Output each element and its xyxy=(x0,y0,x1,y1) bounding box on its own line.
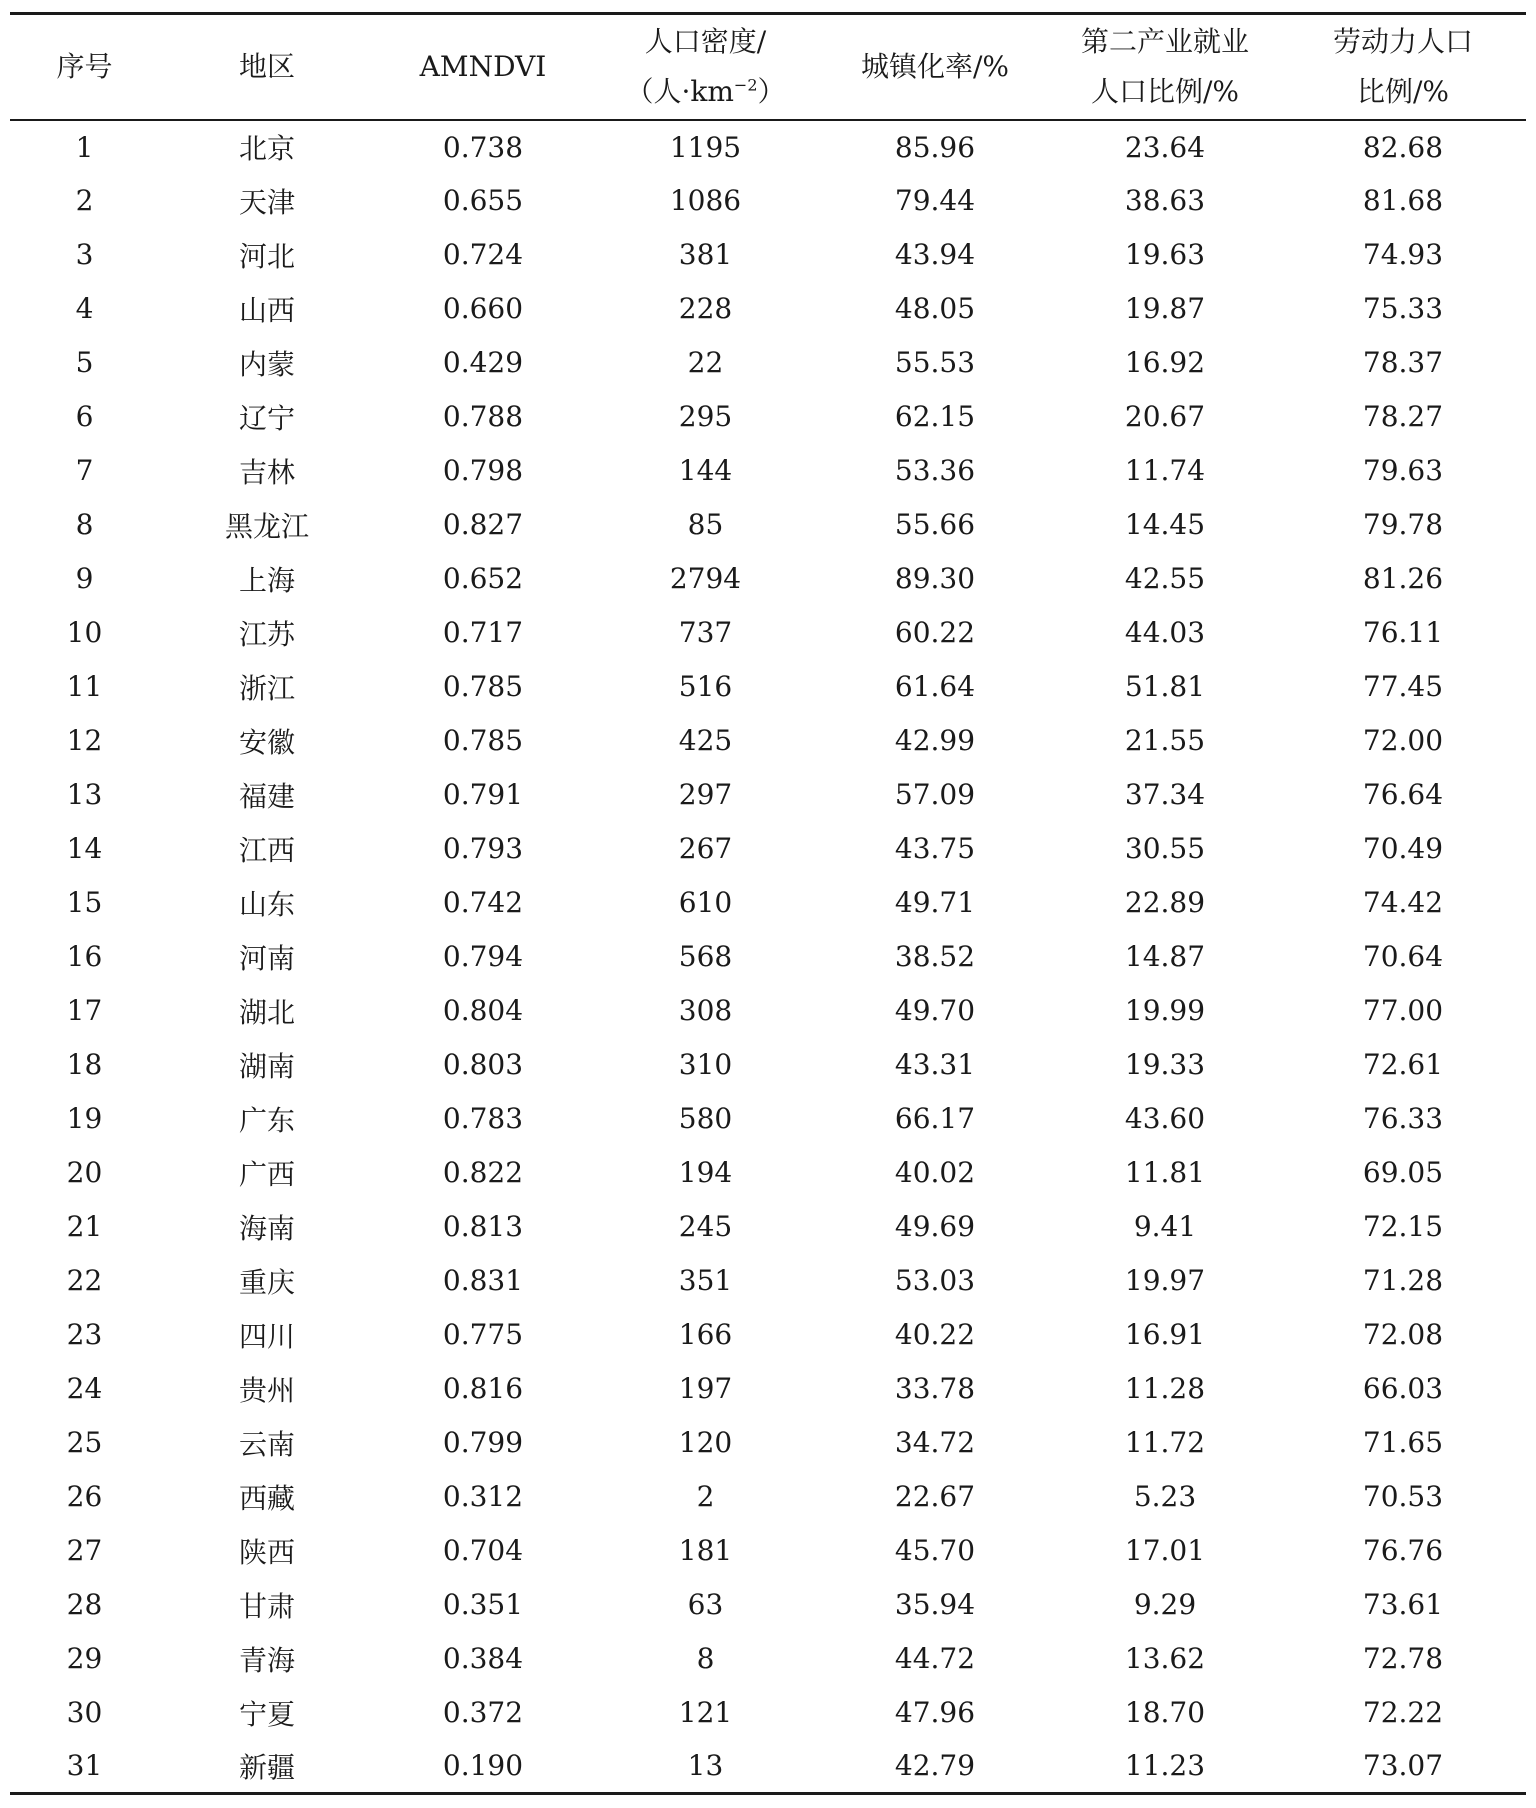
cell-region: 西藏 xyxy=(238,1481,295,1515)
cell-population-density: 610 xyxy=(678,886,733,919)
table-row xyxy=(10,1308,1526,1362)
cell-index: 10 xyxy=(66,616,103,649)
cell-index: 24 xyxy=(66,1372,103,1405)
cell-population-density: 308 xyxy=(678,994,733,1027)
header-urbanization-rate: 城镇化率/% xyxy=(860,49,1010,83)
cell-region: 浙江 xyxy=(238,671,295,705)
cell-labor-force-ratio: 78.27 xyxy=(1362,400,1444,433)
cell-region: 天津 xyxy=(238,185,295,219)
header-row xyxy=(10,14,1526,120)
cell-secondary-industry-ratio: 16.92 xyxy=(1124,346,1206,379)
cell-population-density: 245 xyxy=(678,1210,733,1243)
cell-index: 30 xyxy=(66,1696,103,1729)
cell-amndvi: 0.312 xyxy=(442,1480,524,1513)
cell-urbanization-rate: 42.99 xyxy=(894,724,976,757)
cell-labor-force-ratio: 75.33 xyxy=(1362,292,1444,325)
cell-secondary-industry-ratio: 5.23 xyxy=(1133,1480,1197,1513)
cell-labor-force-ratio: 79.63 xyxy=(1362,454,1444,487)
table-row xyxy=(10,1740,1526,1794)
cell-secondary-industry-ratio: 23.64 xyxy=(1124,130,1206,164)
cell-secondary-industry-ratio: 21.55 xyxy=(1124,724,1206,757)
table-body xyxy=(10,120,1526,1794)
cell-urbanization-rate: 49.70 xyxy=(894,994,976,1027)
cell-labor-force-ratio: 72.61 xyxy=(1362,1048,1444,1081)
cell-urbanization-rate: 42.79 xyxy=(894,1749,976,1783)
cell-labor-force-ratio: 76.33 xyxy=(1362,1102,1444,1135)
header-population-density: 人口密度/ （人$\cdot km^{-2}$） xyxy=(625,24,786,108)
cell-amndvi: 0.351 xyxy=(442,1588,524,1621)
cell-secondary-industry-ratio: 19.87 xyxy=(1124,292,1206,325)
table-row xyxy=(10,228,1526,282)
header-labor-force-ratio: 劳动力人口 比例/% xyxy=(1332,24,1473,108)
cell-secondary-industry-ratio: 11.28 xyxy=(1124,1372,1206,1405)
cell-labor-force-ratio: 70.53 xyxy=(1362,1480,1444,1513)
cell-labor-force-ratio: 72.15 xyxy=(1362,1210,1444,1243)
cell-population-density: 197 xyxy=(678,1372,733,1405)
cell-amndvi: 0.429 xyxy=(442,346,524,379)
cell-region: 四川 xyxy=(238,1319,295,1353)
cell-population-density: 580 xyxy=(678,1102,733,1135)
table-row xyxy=(10,660,1526,714)
cell-secondary-industry-ratio: 20.67 xyxy=(1124,400,1206,433)
cell-amndvi: 0.738 xyxy=(442,130,524,164)
cell-labor-force-ratio: 71.65 xyxy=(1362,1426,1444,1459)
cell-index: 21 xyxy=(66,1210,103,1243)
cell-urbanization-rate: 49.69 xyxy=(894,1210,976,1243)
cell-amndvi: 0.652 xyxy=(442,562,524,595)
data-table xyxy=(10,12,1526,1795)
cell-index: 2 xyxy=(75,184,94,217)
cell-labor-force-ratio: 74.93 xyxy=(1362,238,1444,271)
cell-population-density: 568 xyxy=(678,940,733,973)
table-row xyxy=(10,498,1526,552)
cell-amndvi: 0.190 xyxy=(442,1749,524,1783)
cell-index: 25 xyxy=(66,1426,103,1459)
cell-region: 山东 xyxy=(238,887,295,921)
cell-index: 15 xyxy=(66,886,103,919)
cell-secondary-industry-ratio: 18.70 xyxy=(1124,1696,1206,1729)
cell-region: 河南 xyxy=(238,941,295,975)
table-row xyxy=(10,1524,1526,1578)
cell-urbanization-rate: 55.53 xyxy=(894,346,976,379)
cell-labor-force-ratio: 77.45 xyxy=(1362,670,1444,703)
cell-labor-force-ratio: 70.64 xyxy=(1362,940,1444,973)
cell-population-density: 22 xyxy=(687,346,724,379)
cell-amndvi: 0.775 xyxy=(442,1318,524,1351)
table-row xyxy=(10,930,1526,984)
cell-index: 26 xyxy=(66,1480,103,1513)
cell-urbanization-rate: 38.52 xyxy=(894,940,976,973)
cell-urbanization-rate: 47.96 xyxy=(894,1696,976,1729)
header-amndvi: AMNDVI xyxy=(419,49,547,83)
cell-region: 江西 xyxy=(238,833,295,867)
cell-amndvi: 0.813 xyxy=(442,1210,524,1243)
cell-index: 11 xyxy=(66,670,103,703)
cell-index: 31 xyxy=(66,1749,103,1783)
cell-labor-force-ratio: 76.64 xyxy=(1362,778,1444,811)
cell-secondary-industry-ratio: 9.29 xyxy=(1133,1588,1197,1621)
cell-secondary-industry-ratio: 51.81 xyxy=(1124,670,1206,703)
cell-amndvi: 0.704 xyxy=(442,1534,524,1567)
cell-labor-force-ratio: 72.08 xyxy=(1362,1318,1444,1351)
cell-amndvi: 0.724 xyxy=(442,238,524,271)
cell-population-density: 120 xyxy=(678,1426,733,1459)
cell-index: 8 xyxy=(75,508,94,541)
cell-secondary-industry-ratio: 22.89 xyxy=(1124,886,1206,919)
cell-population-density: 425 xyxy=(678,724,733,757)
cell-region: 河北 xyxy=(238,239,295,273)
cell-index: 6 xyxy=(75,400,94,433)
cell-amndvi: 0.791 xyxy=(442,778,524,811)
cell-secondary-industry-ratio: 19.99 xyxy=(1124,994,1206,1027)
cell-amndvi: 0.794 xyxy=(442,940,524,973)
cell-amndvi: 0.655 xyxy=(442,184,524,217)
cell-secondary-industry-ratio: 38.63 xyxy=(1124,184,1206,217)
cell-secondary-industry-ratio: 19.63 xyxy=(1124,238,1206,271)
cell-population-density: 121 xyxy=(678,1696,733,1729)
cell-urbanization-rate: 48.05 xyxy=(894,292,976,325)
cell-population-density: 63 xyxy=(687,1588,724,1621)
cell-amndvi: 0.785 xyxy=(442,670,524,703)
cell-population-density: 516 xyxy=(678,670,733,703)
cell-secondary-industry-ratio: 11.81 xyxy=(1124,1156,1206,1189)
cell-labor-force-ratio: 73.61 xyxy=(1362,1588,1444,1621)
cell-index: 23 xyxy=(66,1318,103,1351)
table-header xyxy=(10,14,1526,120)
cell-region: 安徽 xyxy=(238,725,295,759)
cell-index: 18 xyxy=(66,1048,103,1081)
cell-amndvi: 0.660 xyxy=(442,292,524,325)
cell-secondary-industry-ratio: 14.45 xyxy=(1124,508,1206,541)
cell-amndvi: 0.372 xyxy=(442,1696,524,1729)
cell-urbanization-rate: 43.94 xyxy=(894,238,976,271)
cell-region: 青海 xyxy=(238,1643,295,1677)
cell-labor-force-ratio: 81.26 xyxy=(1362,562,1444,595)
cell-urbanization-rate: 43.75 xyxy=(894,832,976,865)
cell-labor-force-ratio: 78.37 xyxy=(1362,346,1444,379)
cell-population-density: 267 xyxy=(678,832,733,865)
cell-population-density: 381 xyxy=(678,238,733,271)
cell-secondary-industry-ratio: 30.55 xyxy=(1124,832,1206,865)
cell-population-density: 1195 xyxy=(669,130,742,164)
cell-population-density: 2 xyxy=(696,1480,715,1513)
cell-region: 海南 xyxy=(238,1211,295,1245)
cell-population-density: 737 xyxy=(678,616,733,649)
cell-population-density: 228 xyxy=(678,292,733,325)
table-row xyxy=(10,768,1526,822)
cell-amndvi: 0.793 xyxy=(442,832,524,865)
table-row xyxy=(10,1200,1526,1254)
table-row xyxy=(10,714,1526,768)
cell-region: 广西 xyxy=(238,1157,295,1191)
cell-index: 20 xyxy=(66,1156,103,1189)
cell-amndvi: 0.788 xyxy=(442,400,524,433)
cell-secondary-industry-ratio: 11.23 xyxy=(1124,1749,1206,1783)
cell-region: 上海 xyxy=(238,563,295,597)
cell-index: 13 xyxy=(66,778,103,811)
cell-urbanization-rate: 79.44 xyxy=(894,184,976,217)
table-row xyxy=(10,606,1526,660)
cell-labor-force-ratio: 71.28 xyxy=(1362,1264,1444,1297)
cell-secondary-industry-ratio: 11.74 xyxy=(1124,454,1206,487)
cell-population-density: 166 xyxy=(678,1318,733,1351)
cell-index: 19 xyxy=(66,1102,103,1135)
cell-amndvi: 0.831 xyxy=(442,1264,524,1297)
header-region: 地区 xyxy=(238,49,295,83)
cell-labor-force-ratio: 66.03 xyxy=(1362,1372,1444,1405)
cell-urbanization-rate: 60.22 xyxy=(894,616,976,649)
table-row xyxy=(10,1092,1526,1146)
cell-index: 14 xyxy=(66,832,103,865)
header-secondary-industry-ratio: 第二产业就业 人口比例/% xyxy=(1080,24,1249,108)
cell-index: 1 xyxy=(75,130,94,164)
cell-urbanization-rate: 89.30 xyxy=(894,562,976,595)
cell-amndvi: 0.742 xyxy=(442,886,524,919)
cell-region: 黑龙江 xyxy=(224,509,309,543)
cell-index: 12 xyxy=(66,724,103,757)
cell-region: 辽宁 xyxy=(238,401,295,435)
cell-urbanization-rate: 57.09 xyxy=(894,778,976,811)
cell-region: 重庆 xyxy=(238,1265,295,1299)
cell-index: 5 xyxy=(75,346,94,379)
table-row xyxy=(10,984,1526,1038)
cell-population-density: 13 xyxy=(687,1749,724,1783)
cell-region: 新疆 xyxy=(238,1750,295,1784)
cell-labor-force-ratio: 72.78 xyxy=(1362,1642,1444,1675)
data-table-container xyxy=(10,12,1526,1795)
cell-labor-force-ratio: 72.00 xyxy=(1362,724,1444,757)
cell-urbanization-rate: 61.64 xyxy=(894,670,976,703)
cell-population-density: 297 xyxy=(678,778,733,811)
cell-labor-force-ratio: 79.78 xyxy=(1362,508,1444,541)
cell-urbanization-rate: 40.22 xyxy=(894,1318,976,1351)
cell-region: 江苏 xyxy=(238,617,295,651)
cell-amndvi: 0.717 xyxy=(442,616,524,649)
cell-urbanization-rate: 53.36 xyxy=(894,454,976,487)
cell-urbanization-rate: 34.72 xyxy=(894,1426,976,1459)
cell-labor-force-ratio: 77.00 xyxy=(1362,994,1444,1027)
cell-population-density: 351 xyxy=(678,1264,733,1297)
cell-urbanization-rate: 66.17 xyxy=(894,1102,976,1135)
cell-labor-force-ratio: 76.76 xyxy=(1362,1534,1444,1567)
cell-region: 贵州 xyxy=(238,1373,295,1407)
cell-amndvi: 0.803 xyxy=(442,1048,524,1081)
cell-index: 29 xyxy=(66,1642,103,1675)
cell-population-density: 85 xyxy=(687,508,724,541)
cell-secondary-industry-ratio: 17.01 xyxy=(1124,1534,1206,1567)
cell-index: 3 xyxy=(75,238,94,271)
cell-region: 山西 xyxy=(238,293,295,327)
cell-urbanization-rate: 22.67 xyxy=(894,1480,976,1513)
table-row xyxy=(10,1686,1526,1740)
table-row xyxy=(10,1470,1526,1524)
cell-labor-force-ratio: 82.68 xyxy=(1362,130,1444,164)
cell-secondary-industry-ratio: 11.72 xyxy=(1124,1426,1206,1459)
cell-index: 9 xyxy=(75,562,94,595)
table-row xyxy=(10,1416,1526,1470)
cell-amndvi: 0.785 xyxy=(442,724,524,757)
cell-secondary-industry-ratio: 43.60 xyxy=(1124,1102,1206,1135)
cell-labor-force-ratio: 69.05 xyxy=(1362,1156,1444,1189)
table-row xyxy=(10,1362,1526,1416)
cell-secondary-industry-ratio: 19.97 xyxy=(1124,1264,1206,1297)
cell-urbanization-rate: 44.72 xyxy=(894,1642,976,1675)
cell-index: 16 xyxy=(66,940,103,973)
cell-population-density: 295 xyxy=(678,400,733,433)
cell-amndvi: 0.799 xyxy=(442,1426,524,1459)
cell-amndvi: 0.798 xyxy=(442,454,524,487)
table-row xyxy=(10,1632,1526,1686)
header-index: 序号 xyxy=(56,49,113,83)
table-row xyxy=(10,552,1526,606)
table-row xyxy=(10,822,1526,876)
table-row xyxy=(10,1254,1526,1308)
cell-region: 云南 xyxy=(238,1427,295,1461)
table-row xyxy=(10,336,1526,390)
table-row xyxy=(10,876,1526,930)
cell-region: 福建 xyxy=(238,779,295,813)
cell-amndvi: 0.384 xyxy=(442,1642,524,1675)
table-row xyxy=(10,390,1526,444)
cell-labor-force-ratio: 72.22 xyxy=(1362,1696,1444,1729)
table-row xyxy=(10,174,1526,228)
cell-index: 7 xyxy=(75,454,94,487)
cell-index: 4 xyxy=(75,292,94,325)
cell-urbanization-rate: 55.66 xyxy=(894,508,976,541)
cell-labor-force-ratio: 70.49 xyxy=(1362,832,1444,865)
cell-secondary-industry-ratio: 44.03 xyxy=(1124,616,1206,649)
table-row xyxy=(10,1578,1526,1632)
cell-population-density: 194 xyxy=(678,1156,733,1189)
table-row xyxy=(10,120,1526,174)
cell-labor-force-ratio: 74.42 xyxy=(1362,886,1444,919)
cell-population-density: 181 xyxy=(678,1534,733,1567)
cell-secondary-industry-ratio: 13.62 xyxy=(1124,1642,1206,1675)
cell-region: 湖南 xyxy=(238,1049,295,1083)
cell-urbanization-rate: 62.15 xyxy=(894,400,976,433)
cell-secondary-industry-ratio: 9.41 xyxy=(1133,1210,1197,1243)
cell-amndvi: 0.804 xyxy=(442,994,524,1027)
cell-labor-force-ratio: 76.11 xyxy=(1362,616,1444,649)
cell-population-density: 310 xyxy=(678,1048,733,1081)
cell-index: 27 xyxy=(66,1534,103,1567)
cell-region: 吉林 xyxy=(238,455,295,489)
cell-index: 22 xyxy=(66,1264,103,1297)
table-row xyxy=(10,444,1526,498)
cell-urbanization-rate: 35.94 xyxy=(894,1588,976,1621)
table-row xyxy=(10,282,1526,336)
cell-region: 宁夏 xyxy=(238,1697,295,1731)
cell-population-density: 8 xyxy=(696,1642,715,1675)
cell-amndvi: 0.822 xyxy=(442,1156,524,1189)
cell-urbanization-rate: 49.71 xyxy=(894,886,976,919)
cell-amndvi: 0.783 xyxy=(442,1102,524,1135)
cell-secondary-industry-ratio: 16.91 xyxy=(1124,1318,1206,1351)
cell-urbanization-rate: 43.31 xyxy=(894,1048,976,1081)
cell-population-density: 2794 xyxy=(669,562,742,595)
table-row xyxy=(10,1146,1526,1200)
cell-index: 17 xyxy=(66,994,103,1027)
cell-secondary-industry-ratio: 19.33 xyxy=(1124,1048,1206,1081)
cell-region: 广东 xyxy=(238,1103,295,1137)
cell-urbanization-rate: 40.02 xyxy=(894,1156,976,1189)
cell-secondary-industry-ratio: 37.34 xyxy=(1124,778,1206,811)
cell-population-density: 1086 xyxy=(669,184,742,217)
cell-region: 陕西 xyxy=(238,1535,295,1569)
cell-urbanization-rate: 45.70 xyxy=(894,1534,976,1567)
cell-labor-force-ratio: 81.68 xyxy=(1362,184,1444,217)
cell-region: 甘肃 xyxy=(238,1589,295,1623)
table-row xyxy=(10,1038,1526,1092)
cell-urbanization-rate: 85.96 xyxy=(894,130,976,164)
cell-secondary-industry-ratio: 42.55 xyxy=(1124,562,1206,595)
cell-urbanization-rate: 33.78 xyxy=(894,1372,976,1405)
cell-region: 北京 xyxy=(238,132,295,165)
cell-labor-force-ratio: 73.07 xyxy=(1362,1749,1444,1783)
cell-region: 湖北 xyxy=(238,995,295,1029)
cell-amndvi: 0.816 xyxy=(442,1372,524,1405)
cell-amndvi: 0.827 xyxy=(442,508,524,541)
cell-population-density: 144 xyxy=(678,454,733,487)
cell-secondary-industry-ratio: 14.87 xyxy=(1124,940,1206,973)
cell-index: 28 xyxy=(66,1588,103,1621)
cell-region: 内蒙 xyxy=(238,347,295,381)
cell-urbanization-rate: 53.03 xyxy=(894,1264,976,1297)
